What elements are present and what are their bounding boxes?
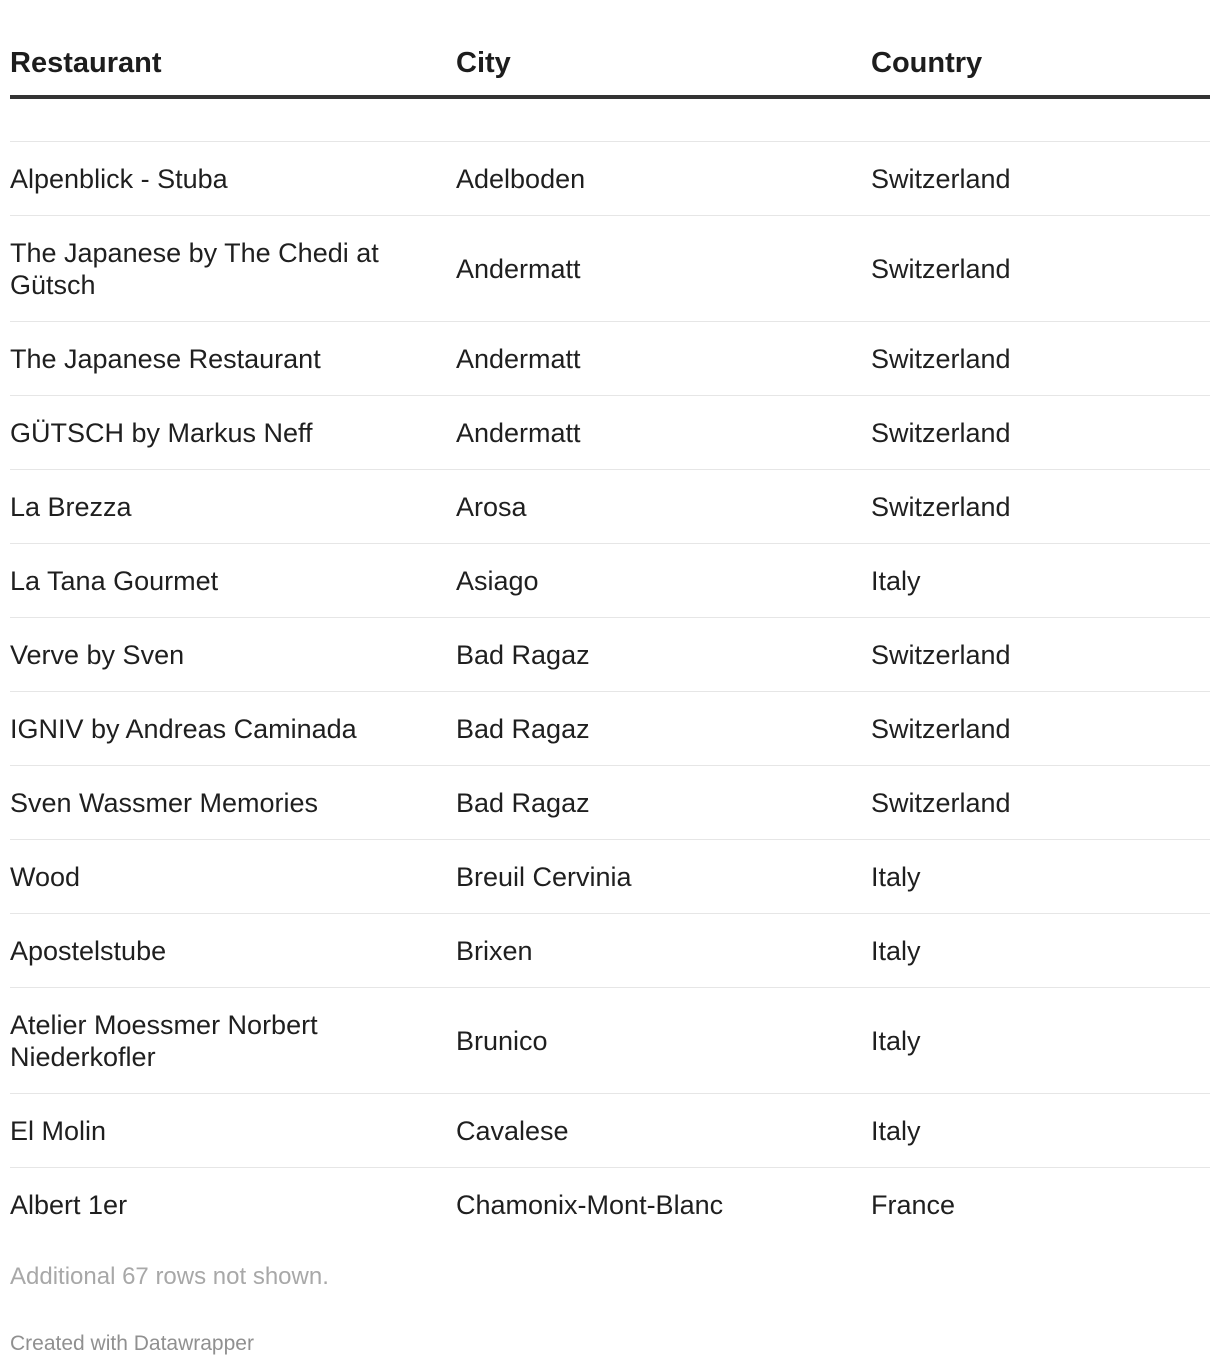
table-row [10, 216, 1210, 322]
cell-city: Andermatt [456, 417, 581, 448]
cell-city: Andermatt [456, 343, 581, 374]
cell-country: Italy [871, 935, 921, 966]
cell-restaurant: La Brezza [10, 491, 132, 522]
cell-city: Brixen [456, 935, 533, 966]
cell-city: Adelboden [456, 163, 586, 194]
cell-city: Asiago [456, 565, 539, 596]
table-row [10, 988, 1210, 1094]
datawrapper-credit[interactable]: Created with Datawrapper [10, 1332, 254, 1355]
table-row [10, 618, 1210, 692]
table-header [10, 0, 1210, 99]
table-row [10, 322, 1210, 396]
cell-city: Chamonix-Mont-Blanc [456, 1190, 724, 1220]
cell-restaurant: The Japanese Restaurant [10, 343, 321, 374]
table-spacer-row [10, 99, 1210, 142]
cell-restaurant: IGNIV by Andreas Caminada [10, 713, 357, 744]
table-row [10, 1168, 1210, 1242]
table-row [10, 692, 1210, 766]
table-row [10, 766, 1210, 840]
cell-country: Switzerland [871, 713, 1011, 744]
restaurant-table [10, 0, 1210, 1242]
cell-city: Andermatt [456, 253, 581, 284]
table-row [10, 914, 1210, 988]
cell-country: Switzerland [871, 163, 1011, 194]
cell-restaurant: Albert 1er [10, 1190, 128, 1220]
table-row [10, 840, 1210, 914]
cell-country: Switzerland [871, 491, 1011, 522]
cell-city: Brunico [456, 1025, 548, 1056]
table-row [10, 1094, 1210, 1168]
cell-city: Cavalese [456, 1115, 569, 1146]
cell-country: Switzerland [871, 787, 1011, 818]
cell-city: Bad Ragaz [456, 787, 590, 818]
table-row [10, 396, 1210, 470]
cell-restaurant: Apostelstube [10, 935, 167, 966]
table-row [10, 544, 1210, 618]
rows-not-shown-note: Additional 67 rows not shown. [10, 1263, 329, 1290]
cell-country: Switzerland [871, 639, 1011, 670]
cell-country: Italy [871, 861, 921, 892]
cell-restaurant: Alpenblick - Stuba [10, 163, 228, 194]
cell-restaurant: Sven Wassmer Memories [10, 787, 319, 818]
cell-country: Italy [871, 1025, 921, 1056]
cell-city: Bad Ragaz [456, 639, 590, 670]
table-row [10, 142, 1210, 216]
cell-country: Italy [871, 1115, 921, 1146]
cell-city: Arosa [456, 491, 527, 522]
cell-restaurant: Verve by Sven [10, 639, 185, 670]
cell-country: Switzerland [871, 253, 1011, 284]
table-body [10, 142, 1210, 1242]
cell-city: Breuil Cervinia [456, 861, 632, 892]
cell-restaurant: El Molin [10, 1115, 107, 1146]
cell-country: Switzerland [871, 417, 1011, 448]
column-header-restaurant[interactable]: Restaurant [10, 47, 162, 79]
table-row [10, 470, 1210, 544]
cell-country: Italy [871, 565, 921, 596]
cell-restaurant: Wood [10, 861, 81, 892]
cell-city: Bad Ragaz [456, 713, 590, 744]
cell-restaurant: GÜTSCH by Markus Neff [10, 417, 313, 448]
column-header-city[interactable]: City [456, 47, 511, 79]
cell-country: Switzerland [871, 343, 1011, 374]
cell-country: France [871, 1190, 956, 1220]
column-header-country[interactable]: Country [871, 47, 983, 79]
cell-restaurant: Atelier Moessmer Norbert Niederkofler [10, 1009, 318, 1072]
cell-restaurant: The Japanese by The Chedi at Gütsch [10, 237, 379, 300]
cell-restaurant: La Tana Gourmet [10, 565, 219, 596]
